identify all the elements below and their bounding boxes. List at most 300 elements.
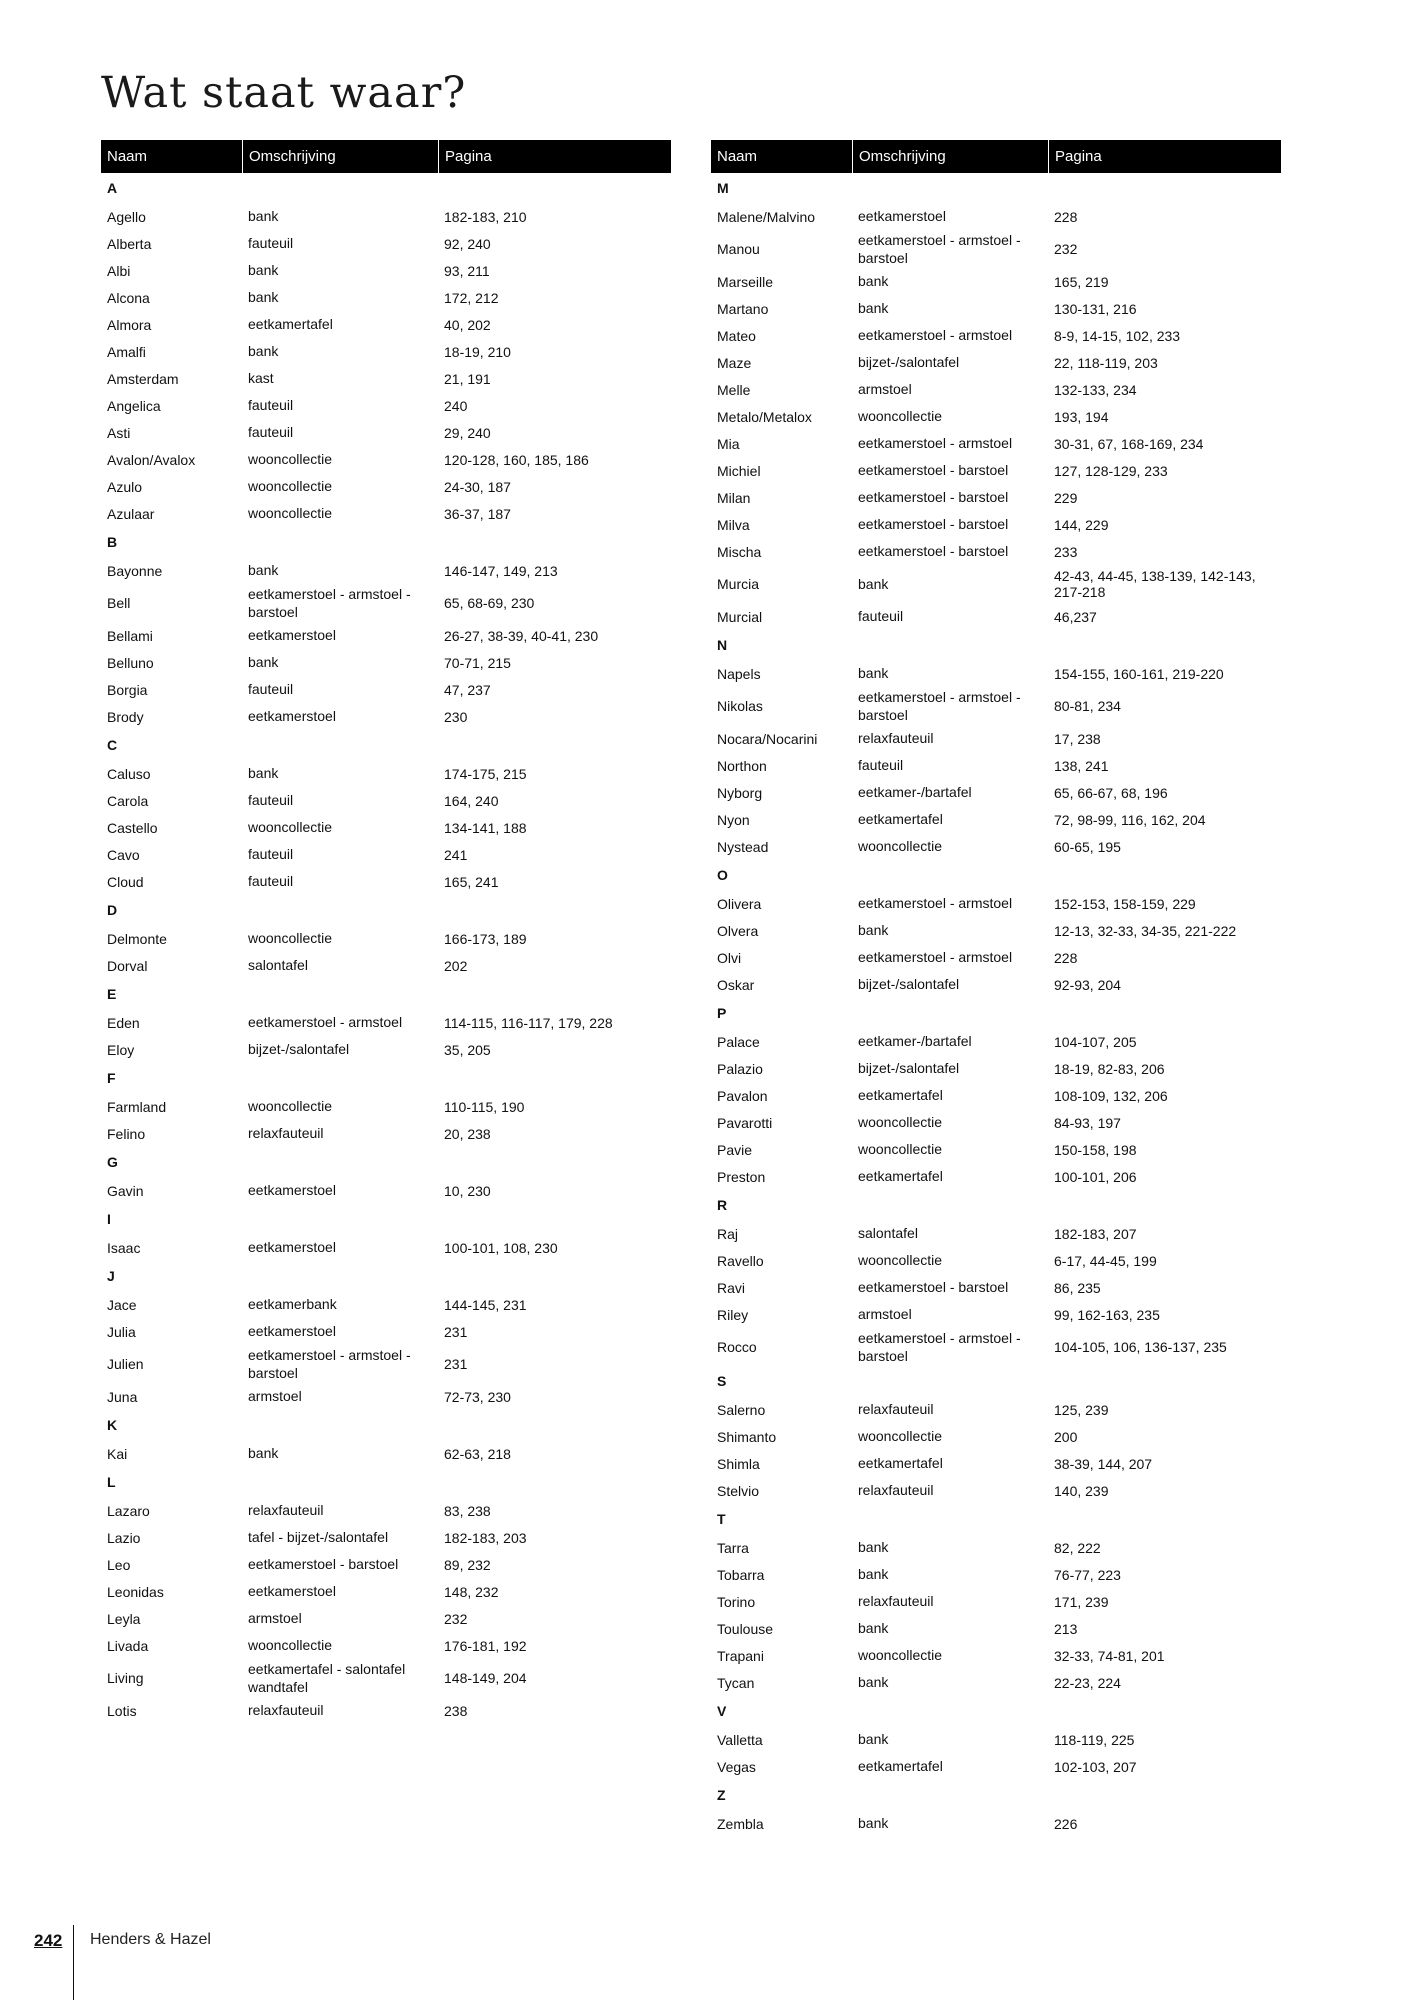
table-row bbox=[101, 1234, 671, 1261]
table-row bbox=[711, 1726, 1281, 1753]
product-name: Tarra bbox=[717, 1539, 749, 1556]
product-name: Malene/Malvino bbox=[717, 208, 816, 225]
product-description: wooncollectie bbox=[858, 1141, 943, 1158]
product-description: fauteuil bbox=[248, 846, 294, 863]
product-name: Toulouse bbox=[717, 1620, 774, 1637]
table-row bbox=[711, 1328, 1281, 1366]
page-references: 228 bbox=[1054, 949, 1078, 966]
page-references: 125, 239 bbox=[1054, 1401, 1109, 1418]
product-name: Milan bbox=[717, 489, 751, 506]
product-name: Azulaar bbox=[107, 505, 155, 522]
table-row bbox=[101, 338, 671, 365]
product-name: Livada bbox=[107, 1637, 149, 1654]
section-letter: O bbox=[717, 867, 728, 883]
product-description: wooncollectie bbox=[858, 408, 943, 425]
product-name: Raj bbox=[717, 1225, 739, 1242]
index-table-right bbox=[711, 140, 1281, 1837]
product-description: eetkamertafel bbox=[858, 1758, 943, 1775]
page-references: 40, 202 bbox=[444, 316, 491, 333]
page-references: 164, 240 bbox=[444, 792, 499, 809]
page-references: 176-181, 192 bbox=[444, 1637, 527, 1654]
product-description: tafel - bijzet-/salontafel bbox=[248, 1529, 389, 1546]
table-row bbox=[711, 1301, 1281, 1328]
table-row bbox=[711, 944, 1281, 971]
product-description: eetkamerstoel - barstoel bbox=[248, 1556, 399, 1573]
product-description: eetkamerstoel - barstoel bbox=[858, 489, 1009, 506]
table-row bbox=[101, 1632, 671, 1659]
page-references: 86, 235 bbox=[1054, 1279, 1101, 1296]
product-name: Mateo bbox=[717, 327, 756, 344]
product-name: Valletta bbox=[717, 1731, 763, 1748]
table-row bbox=[101, 1093, 671, 1120]
product-description: relaxfauteuil bbox=[248, 1125, 324, 1142]
table-row bbox=[711, 511, 1281, 538]
product-name: Leo bbox=[107, 1556, 131, 1573]
product-description: eetkamerstoel - armstoel - barstoel bbox=[858, 688, 1021, 723]
product-name: Lazaro bbox=[107, 1502, 150, 1519]
table-row bbox=[711, 1028, 1281, 1055]
product-name: Cloud bbox=[107, 873, 144, 890]
table-row bbox=[101, 676, 671, 703]
page-references: 150-158, 198 bbox=[1054, 1141, 1137, 1158]
product-name: Pavie bbox=[717, 1141, 753, 1158]
page-references: 65, 66-67, 68, 196 bbox=[1054, 784, 1168, 801]
product-description: eetkamerstoel - armstoel bbox=[858, 895, 1013, 912]
table-row bbox=[101, 1578, 671, 1605]
table-row bbox=[101, 1605, 671, 1632]
table-row bbox=[711, 806, 1281, 833]
product-description: bank bbox=[248, 562, 279, 579]
page-references: 72-73, 230 bbox=[444, 1388, 511, 1405]
product-name: Brody bbox=[107, 708, 144, 725]
table-row bbox=[711, 457, 1281, 484]
product-name: Mischa bbox=[717, 543, 762, 560]
table-row bbox=[711, 538, 1281, 565]
table-row bbox=[101, 1383, 671, 1410]
section-letter: A bbox=[107, 180, 118, 196]
page-references: 114-115, 116-117, 179, 228 bbox=[444, 1014, 613, 1031]
product-description: fauteuil bbox=[248, 681, 294, 698]
product-name: Murcial bbox=[717, 608, 763, 625]
product-name: Cavo bbox=[107, 846, 140, 863]
product-description: salontafel bbox=[858, 1225, 918, 1242]
product-name: Dorval bbox=[107, 957, 148, 974]
product-name: Living bbox=[107, 1670, 144, 1686]
table-row bbox=[101, 284, 671, 311]
product-name: Zembla bbox=[717, 1815, 764, 1832]
product-description: fauteuil bbox=[248, 873, 294, 890]
product-description: fauteuil bbox=[248, 397, 294, 414]
page-references: 92, 240 bbox=[444, 235, 491, 252]
product-name: Castello bbox=[107, 819, 158, 836]
page-references: 84-93, 197 bbox=[1054, 1114, 1121, 1131]
page-references: 132-133, 234 bbox=[1054, 381, 1137, 398]
table-row bbox=[101, 649, 671, 676]
page-references: 21, 191 bbox=[444, 370, 491, 387]
table-row bbox=[101, 1697, 671, 1724]
page-references: 232 bbox=[1054, 241, 1078, 257]
page-references: 182-183, 203 bbox=[444, 1529, 527, 1546]
product-description: eetkamerstoel - armstoel bbox=[858, 327, 1013, 344]
product-description: relaxfauteuil bbox=[858, 730, 934, 747]
product-description: wooncollectie bbox=[858, 1114, 943, 1131]
product-description: salontafel bbox=[248, 957, 308, 974]
table-row bbox=[711, 230, 1281, 268]
page-references: 241 bbox=[444, 846, 468, 863]
page-references: 102-103, 207 bbox=[1054, 1758, 1137, 1775]
product-description: bijzet-/salontafel bbox=[858, 354, 960, 371]
page-references: 18-19, 82-83, 206 bbox=[1054, 1060, 1165, 1077]
page-references: 148-149, 204 bbox=[444, 1670, 527, 1686]
product-name: Agello bbox=[107, 208, 146, 225]
table-row bbox=[101, 841, 671, 868]
page-title: Wat staat waar? bbox=[101, 68, 467, 118]
page-references: 171, 239 bbox=[1054, 1593, 1109, 1610]
product-name: Shimla bbox=[717, 1455, 760, 1472]
product-description: bank bbox=[858, 1815, 889, 1832]
product-description: bank bbox=[858, 1566, 889, 1583]
product-description: eetkamerstoel bbox=[248, 1583, 336, 1600]
page-references: 118-119, 225 bbox=[1054, 1731, 1135, 1748]
table-row bbox=[711, 1669, 1281, 1696]
section-letter: N bbox=[717, 637, 728, 653]
product-name: Isaac bbox=[107, 1239, 141, 1256]
footer-divider bbox=[73, 1925, 74, 2000]
product-name: Manou bbox=[717, 241, 760, 257]
section-letter: S bbox=[717, 1373, 727, 1389]
product-name: Olivera bbox=[717, 895, 762, 912]
product-description: armstoel bbox=[858, 381, 912, 398]
page-references: 32-33, 74-81, 201 bbox=[1054, 1647, 1165, 1664]
page-references: 8-9, 14-15, 102, 233 bbox=[1054, 327, 1181, 344]
page-references: 30-31, 67, 168-169, 234 bbox=[1054, 435, 1204, 452]
product-description: bank bbox=[248, 654, 279, 671]
table-row bbox=[711, 890, 1281, 917]
table-row bbox=[101, 1009, 671, 1036]
product-name: Juna bbox=[107, 1388, 138, 1405]
product-description: bank bbox=[858, 1674, 889, 1691]
page-references: 104-105, 106, 136-137, 235 bbox=[1054, 1339, 1227, 1355]
product-description: eetkamerstoel bbox=[248, 627, 336, 644]
table-body bbox=[101, 173, 671, 1724]
page-references: 232 bbox=[444, 1610, 468, 1627]
table-row bbox=[711, 1247, 1281, 1274]
table-row bbox=[101, 584, 671, 622]
product-description: bank bbox=[248, 289, 279, 306]
product-name: Carola bbox=[107, 792, 149, 809]
index-table-left bbox=[101, 140, 671, 1724]
header-page: Pagina bbox=[1048, 140, 1281, 173]
page-references: 174-175, 215 bbox=[444, 765, 527, 782]
product-description: eetkamertafel bbox=[858, 1455, 943, 1472]
product-description: armstoel bbox=[248, 1610, 302, 1627]
product-description: wooncollectie bbox=[858, 838, 943, 855]
product-description: wooncollectie bbox=[858, 1252, 943, 1269]
product-description: eetkamertafel bbox=[858, 1087, 943, 1104]
table-row bbox=[101, 760, 671, 787]
page-references: 24-30, 187 bbox=[444, 478, 511, 495]
product-name: Delmonte bbox=[107, 930, 167, 947]
page-references: 65, 68-69, 230 bbox=[444, 595, 535, 611]
product-name: Nocara/Nocarini bbox=[717, 730, 818, 747]
table-row bbox=[711, 376, 1281, 403]
table-row bbox=[711, 1753, 1281, 1780]
product-description: bank bbox=[858, 1731, 889, 1748]
product-name: Caluso bbox=[107, 765, 151, 782]
product-name: Olvera bbox=[717, 922, 759, 939]
table-row bbox=[101, 392, 671, 419]
page-references: 152-153, 158-159, 229 bbox=[1054, 895, 1196, 912]
product-name: Nyon bbox=[717, 811, 750, 828]
page-references: 127, 128-129, 233 bbox=[1054, 462, 1168, 479]
product-name: Avalon/Avalox bbox=[107, 451, 196, 468]
table-row bbox=[101, 1551, 671, 1578]
table-row bbox=[711, 1477, 1281, 1504]
product-name: Marseille bbox=[717, 273, 774, 290]
page-references: 230 bbox=[444, 708, 468, 725]
product-name: Trapani bbox=[717, 1647, 764, 1664]
table-row bbox=[711, 1163, 1281, 1190]
section-letter: D bbox=[107, 902, 118, 918]
product-name: Murcia bbox=[717, 576, 760, 592]
product-description: bijzet-/salontafel bbox=[248, 1041, 350, 1058]
table-row bbox=[101, 1120, 671, 1147]
product-name: Leyla bbox=[107, 1610, 141, 1627]
section-letter: M bbox=[717, 180, 729, 196]
product-description: relaxfauteuil bbox=[858, 1401, 934, 1418]
page-references: 165, 241 bbox=[444, 873, 499, 890]
page-references: 140, 239 bbox=[1054, 1482, 1109, 1499]
page-references: 76-77, 223 bbox=[1054, 1566, 1121, 1583]
product-name: Julia bbox=[107, 1323, 136, 1340]
table-row bbox=[711, 268, 1281, 295]
product-description: kast bbox=[248, 370, 274, 387]
product-name: Eloy bbox=[107, 1041, 135, 1058]
page-references: 29, 240 bbox=[444, 424, 491, 441]
table-row bbox=[101, 1345, 671, 1383]
page-references: 26-27, 38-39, 40-41, 230 bbox=[444, 627, 599, 644]
table-row bbox=[711, 1534, 1281, 1561]
section-letter: V bbox=[717, 1703, 727, 1719]
page-references: 182-183, 207 bbox=[1054, 1225, 1137, 1242]
product-name: Bayonne bbox=[107, 562, 163, 579]
product-name: Lotis bbox=[107, 1702, 137, 1719]
product-description: bank bbox=[858, 1539, 889, 1556]
product-name: Farmland bbox=[107, 1098, 167, 1115]
product-description: bank bbox=[858, 922, 889, 939]
product-name: Eden bbox=[107, 1014, 140, 1031]
table-row bbox=[101, 365, 671, 392]
product-name: Alcona bbox=[107, 289, 150, 306]
page-references: 134-141, 188 bbox=[444, 819, 527, 836]
page-references: 144-145, 231 bbox=[444, 1296, 527, 1313]
product-description: fauteuil bbox=[858, 757, 904, 774]
page-references: 20, 238 bbox=[444, 1125, 491, 1142]
page-references: 82, 222 bbox=[1054, 1539, 1101, 1556]
table-row bbox=[711, 1810, 1281, 1837]
product-name: Bellami bbox=[107, 627, 153, 644]
table-row bbox=[711, 752, 1281, 779]
page-references: 120-128, 160, 185, 186 bbox=[444, 451, 589, 468]
page-references: 229 bbox=[1054, 489, 1078, 506]
table-row bbox=[711, 603, 1281, 630]
table-row bbox=[711, 1423, 1281, 1450]
table-row bbox=[711, 1450, 1281, 1477]
product-description: bank bbox=[248, 208, 279, 225]
page-references: 38-39, 144, 207 bbox=[1054, 1455, 1153, 1472]
product-name: Amsterdam bbox=[107, 370, 179, 387]
product-name: Martano bbox=[717, 300, 769, 317]
page-references: 42-43, 44-45, 138-139, 142-143, 217-218 bbox=[1054, 568, 1256, 600]
product-name: Napels bbox=[717, 665, 761, 682]
product-description: eetkamertafel bbox=[858, 811, 943, 828]
table-row bbox=[711, 1615, 1281, 1642]
page-references: 62-63, 218 bbox=[444, 1445, 511, 1462]
section-letter: J bbox=[107, 1268, 115, 1284]
product-name: Rocco bbox=[717, 1339, 757, 1355]
product-name: Tobarra bbox=[717, 1566, 765, 1583]
product-description: relaxfauteuil bbox=[248, 1702, 324, 1719]
product-description: wooncollectie bbox=[248, 478, 333, 495]
product-description: eetkamerstoel - barstoel bbox=[858, 462, 1009, 479]
table-row bbox=[711, 1220, 1281, 1247]
page-references: 35, 205 bbox=[444, 1041, 491, 1058]
product-name: Olvi bbox=[717, 949, 742, 966]
product-description: armstoel bbox=[858, 1306, 912, 1323]
table-row bbox=[101, 311, 671, 338]
product-description: armstoel bbox=[248, 1388, 302, 1405]
page-references: 80-81, 234 bbox=[1054, 698, 1121, 714]
table-row bbox=[101, 419, 671, 446]
table-row bbox=[101, 230, 671, 257]
product-description: bank bbox=[858, 300, 889, 317]
table-row bbox=[711, 295, 1281, 322]
table-row bbox=[101, 557, 671, 584]
table-row bbox=[101, 814, 671, 841]
page-references: 36-37, 187 bbox=[444, 505, 511, 522]
product-description: relaxfauteuil bbox=[248, 1502, 324, 1519]
table-row bbox=[711, 322, 1281, 349]
product-description: bank bbox=[248, 1445, 279, 1462]
product-description: eetkamertafel bbox=[858, 1168, 943, 1185]
table-row bbox=[711, 565, 1281, 603]
table-row bbox=[101, 1291, 671, 1318]
product-name: Julien bbox=[107, 1356, 144, 1372]
product-name: Albi bbox=[107, 262, 131, 279]
product-name: Felino bbox=[107, 1125, 146, 1142]
page-references: 92-93, 204 bbox=[1054, 976, 1121, 993]
page-references: 10, 230 bbox=[444, 1182, 491, 1199]
section-letter: I bbox=[107, 1211, 111, 1227]
product-name: Jace bbox=[107, 1296, 137, 1313]
page-references: 172, 212 bbox=[444, 289, 499, 306]
page-references: 130-131, 216 bbox=[1054, 300, 1137, 317]
table-row bbox=[711, 687, 1281, 725]
page-references: 238 bbox=[444, 1702, 468, 1719]
page-references: 146-147, 149, 213 bbox=[444, 562, 558, 579]
table-row bbox=[101, 787, 671, 814]
product-description: eetkamerstoel - armstoel bbox=[858, 949, 1013, 966]
page-references: 240 bbox=[444, 397, 468, 414]
table-row bbox=[711, 1082, 1281, 1109]
page-references: 193, 194 bbox=[1054, 408, 1109, 425]
product-description: bank bbox=[248, 262, 279, 279]
page-references: 108-109, 132, 206 bbox=[1054, 1087, 1168, 1104]
table-row bbox=[101, 952, 671, 979]
product-description: eetkamer-/bartafel bbox=[858, 784, 972, 801]
product-name: Lazio bbox=[107, 1529, 141, 1546]
table-row bbox=[711, 971, 1281, 998]
page-references: 22, 118-119, 203 bbox=[1054, 354, 1158, 371]
product-name: Stelvio bbox=[717, 1482, 760, 1499]
table-row bbox=[711, 1136, 1281, 1163]
table-body bbox=[711, 173, 1281, 1837]
product-description: fauteuil bbox=[858, 608, 904, 625]
page-references: 166-173, 189 bbox=[444, 930, 527, 947]
product-name: Vegas bbox=[717, 1758, 756, 1775]
table-row bbox=[101, 1497, 671, 1524]
page-references: 47, 237 bbox=[444, 681, 491, 698]
page-references: 99, 162-163, 235 bbox=[1054, 1306, 1160, 1323]
table-row bbox=[101, 473, 671, 500]
table-row bbox=[101, 1036, 671, 1063]
product-description: wooncollectie bbox=[248, 451, 333, 468]
product-name: Alberta bbox=[107, 235, 152, 252]
table-row bbox=[711, 484, 1281, 511]
section-letter: R bbox=[717, 1197, 728, 1213]
product-name: Almora bbox=[107, 316, 152, 333]
section-letter: Z bbox=[717, 1787, 726, 1803]
page-references: 226 bbox=[1054, 1815, 1078, 1832]
page-references: 100-101, 108, 230 bbox=[444, 1239, 558, 1256]
product-name: Palazio bbox=[717, 1060, 763, 1077]
product-description: eetkamerstoel - armstoel - barstoel bbox=[858, 1329, 1021, 1364]
table-row bbox=[101, 1440, 671, 1467]
product-description: eetkamerstoel - armstoel - barstoel bbox=[248, 1346, 411, 1381]
product-name: Borgia bbox=[107, 681, 148, 698]
product-name: Mia bbox=[717, 435, 740, 452]
page-references: 231 bbox=[444, 1356, 468, 1372]
page-references: 22-23, 224 bbox=[1054, 1674, 1121, 1691]
product-name: Shimanto bbox=[717, 1428, 777, 1445]
table-row bbox=[101, 925, 671, 952]
page-references: 148, 232 bbox=[444, 1583, 499, 1600]
product-name: Gavin bbox=[107, 1182, 144, 1199]
table-row bbox=[711, 1396, 1281, 1423]
product-name: Nikolas bbox=[717, 698, 763, 714]
table-row bbox=[101, 500, 671, 527]
product-name: Tycan bbox=[717, 1674, 755, 1691]
page-references: 138, 241 bbox=[1054, 757, 1109, 774]
product-description: fauteuil bbox=[248, 792, 294, 809]
product-description: bank bbox=[248, 343, 279, 360]
table-header bbox=[711, 140, 1281, 173]
table-row bbox=[711, 833, 1281, 860]
table-row bbox=[711, 430, 1281, 457]
table-row bbox=[101, 203, 671, 230]
product-name: Ravi bbox=[717, 1279, 746, 1296]
product-name: Preston bbox=[717, 1168, 766, 1185]
product-name: Metalo/Metalox bbox=[717, 408, 812, 425]
brand-name: Henders & Hazel bbox=[90, 1931, 211, 1948]
section-letter: T bbox=[717, 1511, 726, 1527]
product-name: Maze bbox=[717, 354, 752, 371]
page-references: 70-71, 215 bbox=[444, 654, 511, 671]
section-letter: G bbox=[107, 1154, 118, 1170]
product-description: wooncollectie bbox=[248, 819, 333, 836]
page-references: 165, 219 bbox=[1054, 273, 1109, 290]
product-name: Nyborg bbox=[717, 784, 763, 801]
